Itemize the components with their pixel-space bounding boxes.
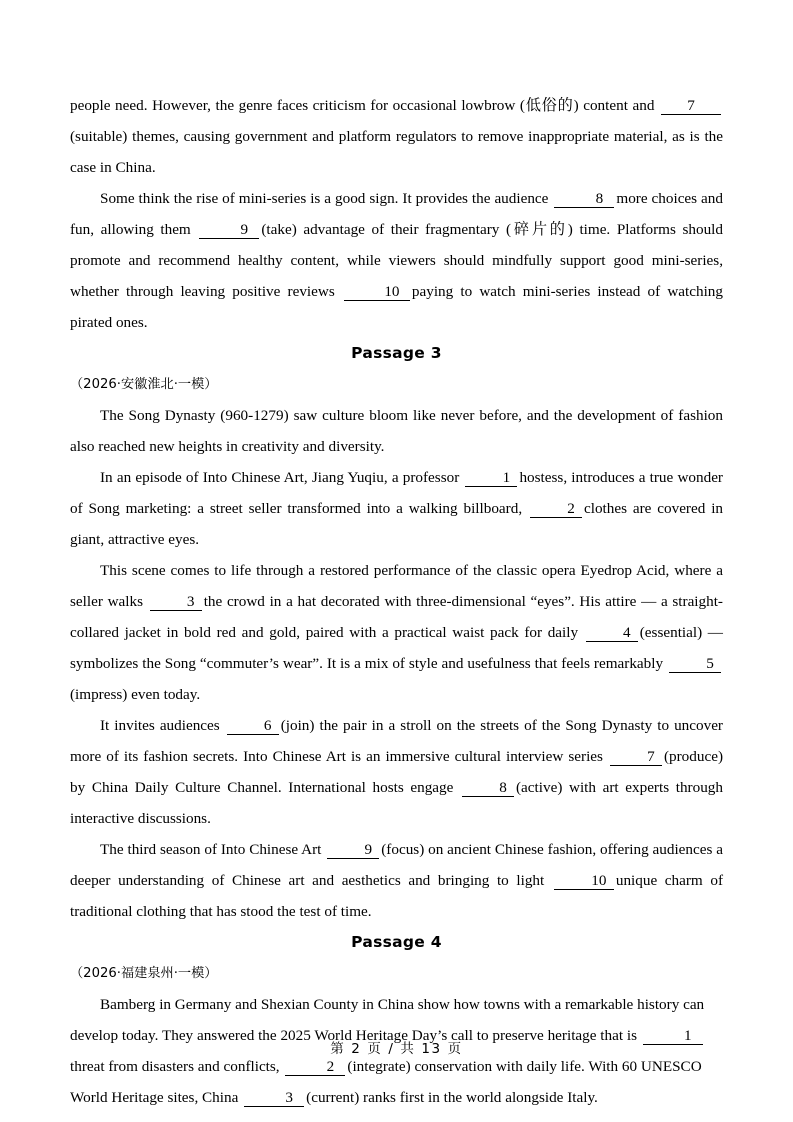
paragraph-p3-5 [70,834,723,927]
blank-8[interactable]: 8 [462,779,514,797]
blank-2[interactable]: 2 [530,500,582,518]
text-segment: (join) the pair in a stroll on the streets of the Song Dynasty to uncover more of its fashion secrets. Into Chinese Art is an immersive cultural interview series [70,717,723,765]
blank-5[interactable]: 5 [669,655,721,673]
text-segment: unique charm of traditional clothing that has stood the test of time. [70,872,723,920]
paragraph-p3-4 [70,710,723,834]
passage-4-heading: Passage 4 [351,933,442,951]
text-segment: clothes are covered in giant, attractive eyes. [70,500,724,548]
text-segment: (active) with art experts through interactive discussions. [70,779,723,827]
blank-4[interactable]: 4 [586,624,638,642]
text-segment: In an episode of Into Chinese Art, Jiang Yuqiu, a professor [100,469,464,486]
blank-3[interactable]: 3 [150,593,202,611]
page-content [70,90,723,1113]
passage-3-heading: Passage 3 [351,344,442,362]
passage-3-source: （2026·安徽淮北·一模） [70,377,218,392]
text-segment: The Song Dynasty (960-1279) saw culture bloom like never before, and the development of fashion also reached new heights in creativity and diversity. [70,407,723,455]
blank-1[interactable]: 1 [643,1027,703,1045]
text-segment: (focus) on ancient Chinese fashion, offering audiences a deeper understanding of Chinese art and aesthetics and bringing to light [70,841,723,889]
blank-2[interactable]: 2 [285,1058,345,1076]
blank-10[interactable]: 10 [344,283,410,301]
text-segment: paying to watch mini-series instead of watching pirated ones. [70,283,723,331]
text-segment: threat from disasters and conflicts, [70,1058,284,1075]
text-segment: Some think the rise of mini-series is a good sign. It provides the audience [100,190,553,207]
page-footer: 第 2 页 / 共 13 页 [330,1041,463,1057]
text-segment: (suitable) themes, causing government and platform regulators to remove inappropriate material, as is the case in China. [70,128,723,176]
paragraph-p2-tail-1 [70,90,723,183]
paragraph-p3-2 [70,462,723,555]
text-segment: (take) advantage of their fragmentary (碎片的) time. Platforms should promote and recommend healthy content, while viewers should mindfully support good mini-series, whether through leaving positive reviews [70,221,723,300]
text-segment: It invites audiences [100,717,225,734]
paragraph-p2-tail-2 [70,183,723,338]
blank-3[interactable]: 3 [244,1089,304,1107]
blank-9[interactable]: 9 [199,221,259,239]
blank-9[interactable]: 9 [327,841,379,859]
passage-4-source: （2026·福建泉州·一模） [70,966,218,981]
text-segment: This scene comes to life through a restored performance of the classic opera Eyedrop Acid, where a seller walks [70,562,723,610]
text-segment: people need. However, the genre faces criticism for occasional lowbrow (低俗的) content and [70,97,659,114]
blank-6[interactable]: 6 [227,717,279,735]
paragraph-p3-3 [70,555,723,710]
text-segment: (integrate) conservation with daily life. With 60 UNESCO World Heritage sites, China [70,1058,702,1106]
text-segment: (produce) by China Daily Culture Channel. International hosts engage [70,748,723,796]
text-segment: (essential) — symbolizes the Song “commuter’s wear”. It is a mix of style and usefulness that feels remarkably [70,624,723,672]
blank-7[interactable]: 7 [661,97,721,115]
blank-10[interactable]: 10 [554,872,614,890]
text-segment: (impress) even today. [70,686,201,703]
text-segment: (current) ranks first in the world alongside Italy. [306,1089,598,1106]
text-segment: more choices and fun, allowing them [70,190,723,238]
paragraph-p3-1 [70,400,723,462]
blank-7[interactable]: 7 [610,748,662,766]
text-segment: The third season of Into Chinese Art [100,841,326,858]
text-segment: Bamberg in Germany and Shexian County in China show how towns with a remarkable history can develop today. They answered the 2025 World Heritage Day’s call to preserve heritage that is [70,996,705,1044]
text-segment: hostess, introduces a true wonder of Song marketing: a street seller transformed into a walking billboard, [70,469,723,517]
blank-8[interactable]: 8 [554,190,614,208]
blank-1[interactable]: 1 [465,469,517,487]
text-segment: the crowd in a hat decorated with three-dimensional “eyes”. His attire — a straight-collared jacket in bold red and gold, paired with a practical waist pack for daily [70,593,723,641]
